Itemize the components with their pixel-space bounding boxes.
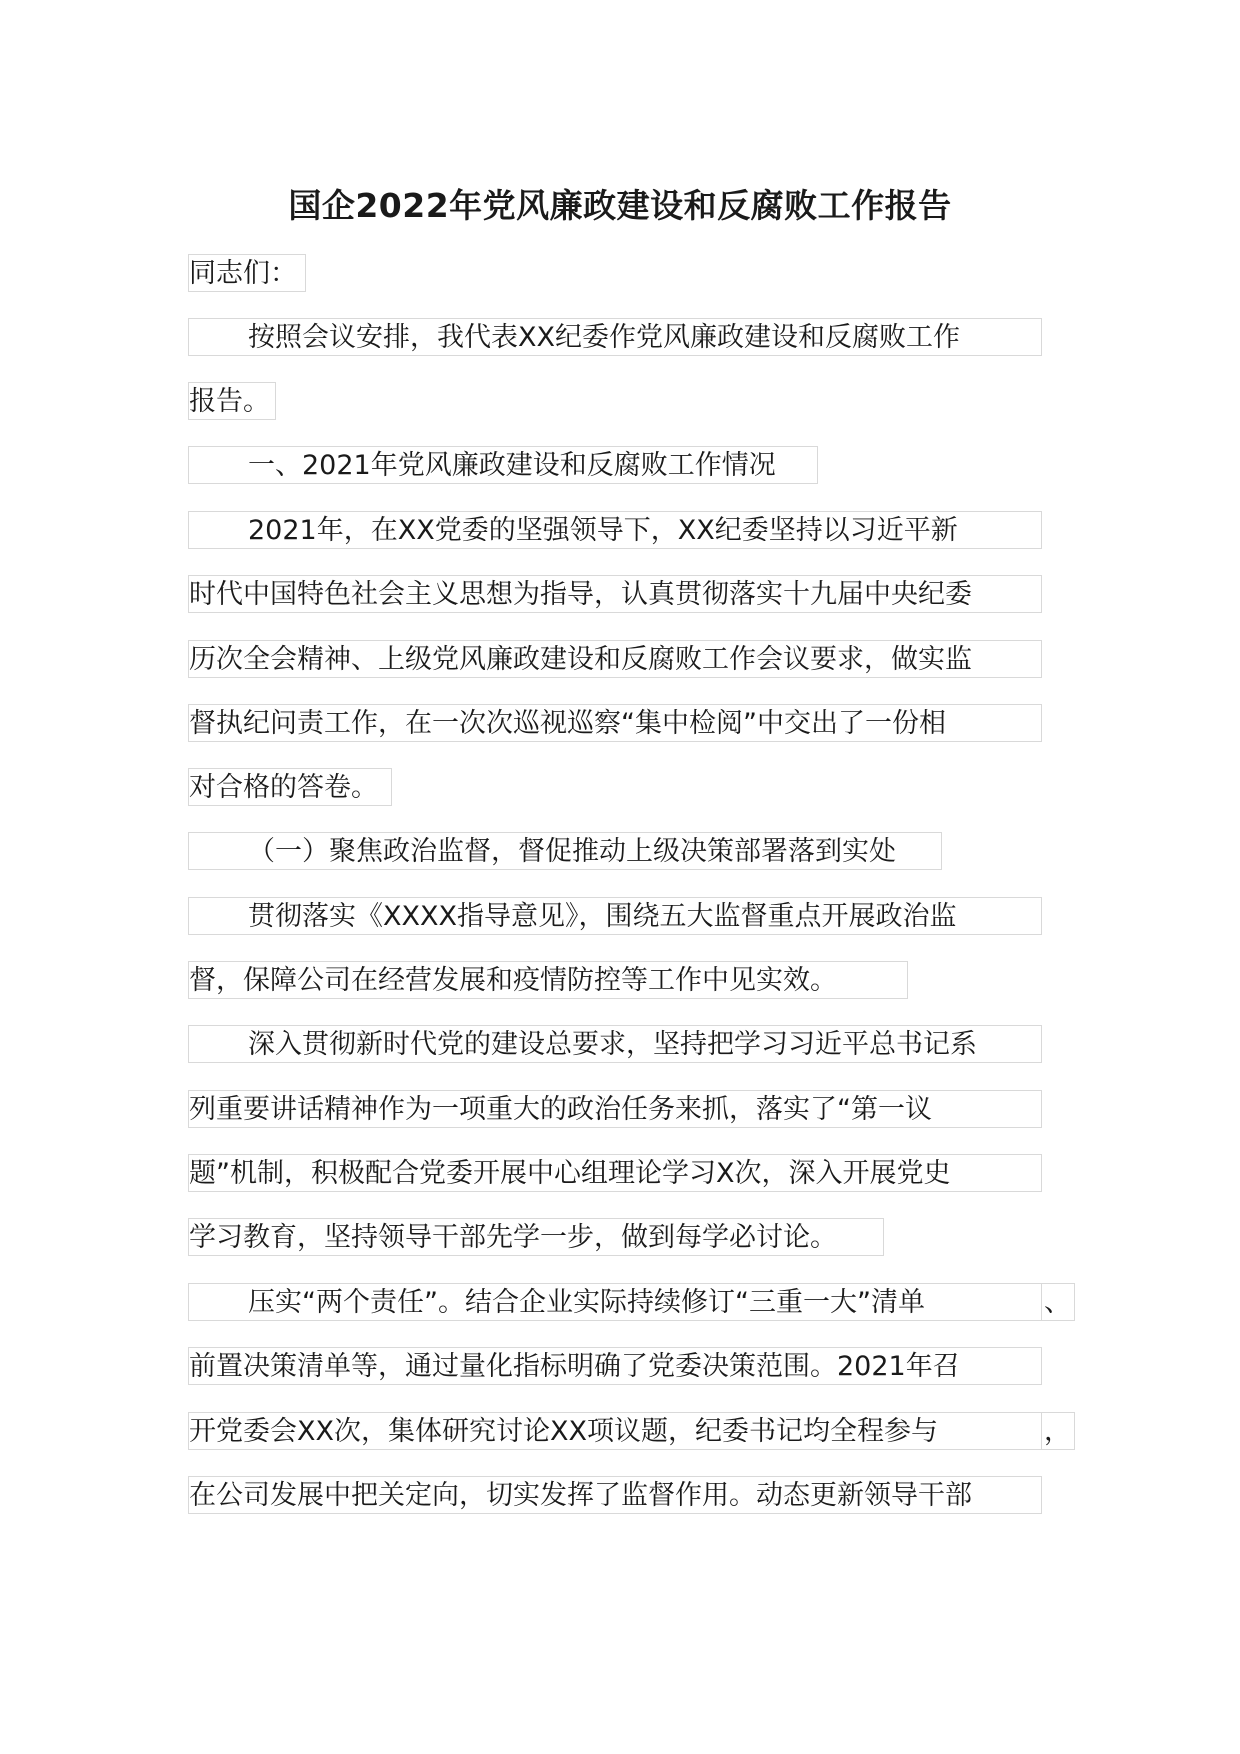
paragraph-line: 在公司发展中把关定向，切实发挥了监督作用。动态更新领导干部 [188, 1476, 1042, 1514]
section-heading: 一、2021年党风廉政建设和反腐败工作情况 [188, 446, 818, 484]
paragraph-line: 按照会议安排，我代表XX纪委作党风廉政建设和反腐败工作 [188, 318, 1042, 356]
salutation-line: 同志们： [188, 254, 306, 292]
document-title: 国企2022年党风廉政建设和反腐败工作报告 [288, 186, 952, 225]
paragraph-line: 学习教育，坚持领导干部先学一步，做到每学必讨论。 [188, 1218, 884, 1256]
paragraph-line: 2021年，在XX党委的坚强领导下，XX纪委坚持以习近平新 [188, 511, 1042, 549]
paragraph-line: 题”机制，积极配合党委开展中心组理论学习X次，深入开展党史 [188, 1154, 1042, 1192]
paragraph-line: 报告。 [188, 382, 276, 420]
trailing-punctuation: ， [1042, 1412, 1075, 1450]
paragraph-line: 列重要讲话精神作为一项重大的政治任务来抓，落实了“第一议 [188, 1090, 1042, 1128]
paragraph-line: 督执纪问责工作，在一次次巡视巡察“集中检阅”中交出了一份相 [188, 704, 1042, 742]
paragraph-line: 深入贯彻新时代党的建设总要求，坚持把学习习近平总书记系 [188, 1025, 1042, 1063]
paragraph-line: 督，保障公司在经营发展和疫情防控等工作中见实效。 [188, 961, 908, 999]
paragraph-line: 开党委会XX次，集体研究讨论XX项议题，纪委书记均全程参与 [188, 1412, 1042, 1450]
paragraph-line: 前置决策清单等，通过量化指标明确了党委决策范围。2021年召 [188, 1347, 1042, 1385]
paragraph-line: 压实“两个责任”。结合企业实际持续修订“三重一大”清单 [188, 1283, 1042, 1321]
paragraph-line: 时代中国特色社会主义思想为指导，认真贯彻落实十九届中央纪委 [188, 575, 1042, 613]
paragraph-line: 历次全会精神、上级党风廉政建设和反腐败工作会议要求，做实监 [188, 640, 1042, 678]
trailing-punctuation: 、 [1042, 1283, 1075, 1321]
paragraph-line: 贯彻落实《XXXX指导意见》，围绕五大监督重点开展政治监 [188, 897, 1042, 935]
subsection-heading: （一）聚焦政治监督，督促推动上级决策部署落到实处 [188, 832, 942, 870]
paragraph-line: 对合格的答卷。 [188, 768, 392, 806]
